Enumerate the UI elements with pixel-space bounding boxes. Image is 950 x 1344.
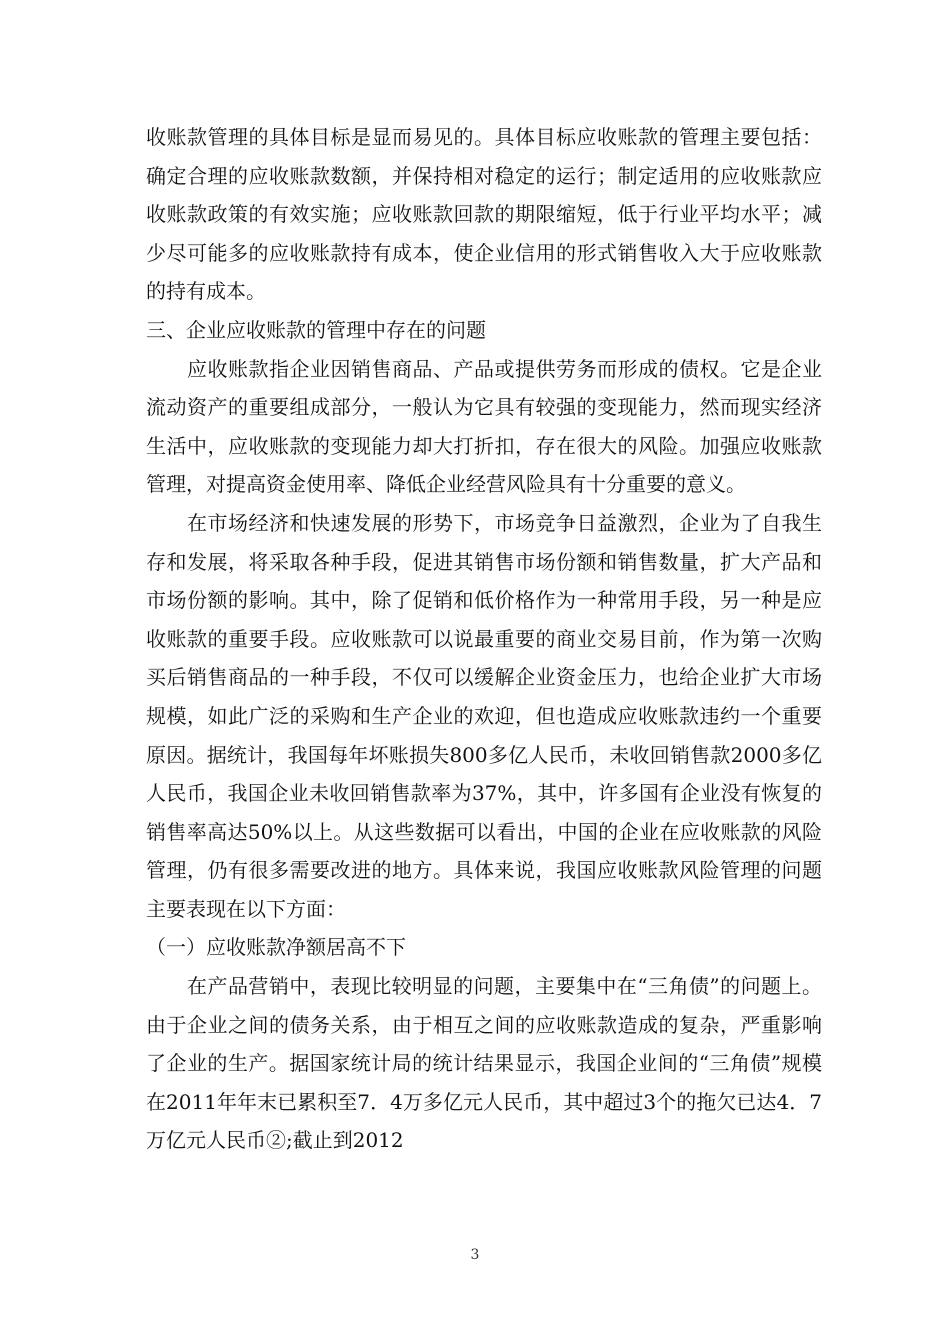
subsection-heading: （一）应收账款净额居高不下 <box>146 935 406 960</box>
section-heading: 三、企业应收账款的管理中存在的问题 <box>146 317 486 342</box>
paragraph-continuation: 收账款管理的具体目标是显而易见的。具体目标应收账款的管理主要包括：确定合理的应收账款数额，并保持相对稳定的运行；制定适用的应收账款应收账款政策的有效实施；应收账款回款的期限缩短，低于行业平均水平；减少尽可能多的应收账款持有成本，使企业信用的形式销售收入大于应收账款的持有成本。 <box>146 125 822 304</box>
document-body <box>146 118 822 1160</box>
paragraph-market-context: 在市场经济和快速发展的形势下，市场竞争日益激烈，企业为了自我生存和发展，将采取各种手段，促进其销售市场份额和销售数量，扩大产品和市场份额的影响。其中，除了促销和低价格作为一种常用手段，另一种是应收账款的重要手段。应收账款可以说最重要的商业交易目前，作为第一次购买后销售商品的一种手段，不仅可以缓解企业资金压力，也给企业扩大市场规模，如此广泛的采购和生产企业的欢迎，但也造成应收账款违约一个重要原因。据统计，我国每年坏账损失800多亿人民币，未收回销售款2000多亿人民币，我国企业未收回销售款率为37%，其中，许多国有企业没有恢复的销售率高达50%以上。从这些数据可以看出，中国的企业在应收账款的风险管理，仍有很多需要改进的地方。具体来说，我国应收账款风险管理的问题主要表现在以下方面： <box>146 510 822 921</box>
paragraph-receivables-definition: 应收账款指企业因销售商品、产品或提供劳务而形成的债权。它是企业流动资产的重要组成部分，一般认为它具有较强的变现能力，然而现实经济生活中，应收账款的变现能力却大打折扣，存在很大的风险。加强应收账款管理，对提高资金使用率、降低企业经营风险具有十分重要的意义。 <box>146 356 822 497</box>
page-number: 3 <box>470 1247 480 1263</box>
paragraph-triangle-debt: 在产品营销中，表现比较明显的问题，主要集中在“三角债”的问题上。由于企业之间的债务关系，由于相互之间的应收账款造成的复杂，严重影响了企业的生产。据国家统计局的统计结果显示，我国企业间的“三角债”规模在2011年年末已累积至7．4万多亿元人民币，其中超过3个的拖欠已达4．7万亿元人民币②;截止到2012 <box>146 974 822 1153</box>
